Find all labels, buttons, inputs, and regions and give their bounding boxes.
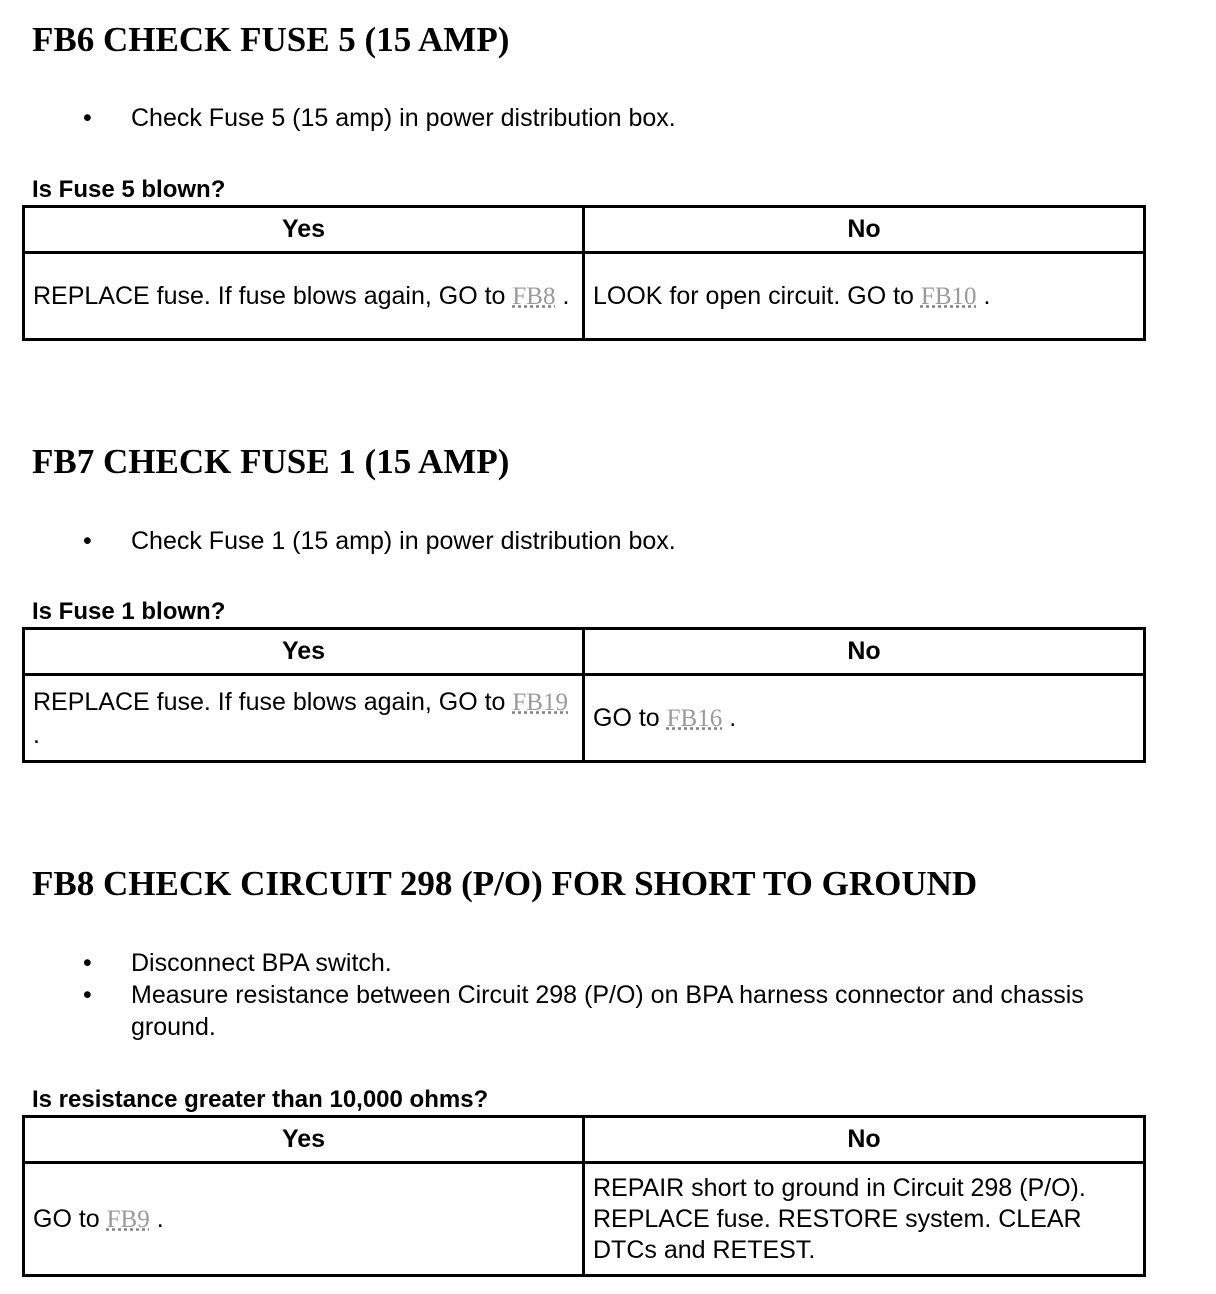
col-header-no: No xyxy=(584,629,1145,675)
link-fb8[interactable]: FB8 xyxy=(512,282,556,310)
yes-cell: GO to FB9 . xyxy=(24,1163,584,1276)
yes-cell: REPLACE fuse. If fuse blows again, GO to FB19 . xyxy=(24,675,584,762)
no-cell: GO to FB16 . xyxy=(584,675,1145,762)
link-fb16[interactable]: FB16 xyxy=(666,704,723,732)
section-heading: FB8 CHECK CIRCUIT 298 (P/O) FOR SHORT TO GROUND xyxy=(32,864,978,903)
link-fb10[interactable]: FB10 xyxy=(920,282,977,310)
bullet-icon: • xyxy=(83,981,92,1009)
col-header-no: No xyxy=(584,207,1145,253)
answer-table xyxy=(22,1115,1146,1277)
bullet-icon: • xyxy=(83,949,92,977)
col-header-yes: Yes xyxy=(24,629,584,675)
bullet-icon: • xyxy=(83,527,92,555)
answer-table xyxy=(22,205,1146,341)
yes-cell: REPLACE fuse. If fuse blows again, GO to FB8 . xyxy=(24,253,584,340)
step-item: • Check Fuse 5 (15 amp) in power distribution box. xyxy=(83,104,676,132)
col-header-yes: Yes xyxy=(24,1117,584,1163)
no-cell: REPAIR short to ground in Circuit 298 (P/O). REPLACE fuse. RESTORE system. CLEAR DTCs and RETEST. xyxy=(584,1163,1145,1276)
link-fb9[interactable]: FB9 xyxy=(106,1205,150,1233)
col-header-no: No xyxy=(584,1117,1145,1163)
link-fb19[interactable]: FB19 xyxy=(512,688,568,716)
step-item: • Check Fuse 1 (15 amp) in power distribution box. xyxy=(83,527,676,555)
step-list xyxy=(0,525,1216,557)
question-text: Is Fuse 1 blown? xyxy=(32,598,226,625)
section-heading: FB7 CHECK FUSE 1 (15 AMP) xyxy=(32,442,510,481)
step-item: • Measure resistance between Circuit 298 (P/O) on BPA harness connector and chassis xyxy=(83,981,1084,1009)
bullet-icon: • xyxy=(83,104,92,132)
step-item: • Disconnect BPA switch. xyxy=(83,949,392,977)
col-header-yes: Yes xyxy=(24,207,584,253)
step-list xyxy=(0,947,1216,1043)
no-cell: LOOK for open circuit. GO to FB10 . xyxy=(584,253,1145,340)
question-text: Is resistance greater than 10,000 ohms? xyxy=(32,1086,489,1113)
question-text: Is Fuse 5 blown? xyxy=(32,176,226,203)
section-heading: FB6 CHECK FUSE 5 (15 AMP) xyxy=(32,20,510,59)
step-item-continuation: ground. xyxy=(131,1013,216,1041)
step-list xyxy=(0,102,1216,134)
answer-table xyxy=(22,627,1146,763)
